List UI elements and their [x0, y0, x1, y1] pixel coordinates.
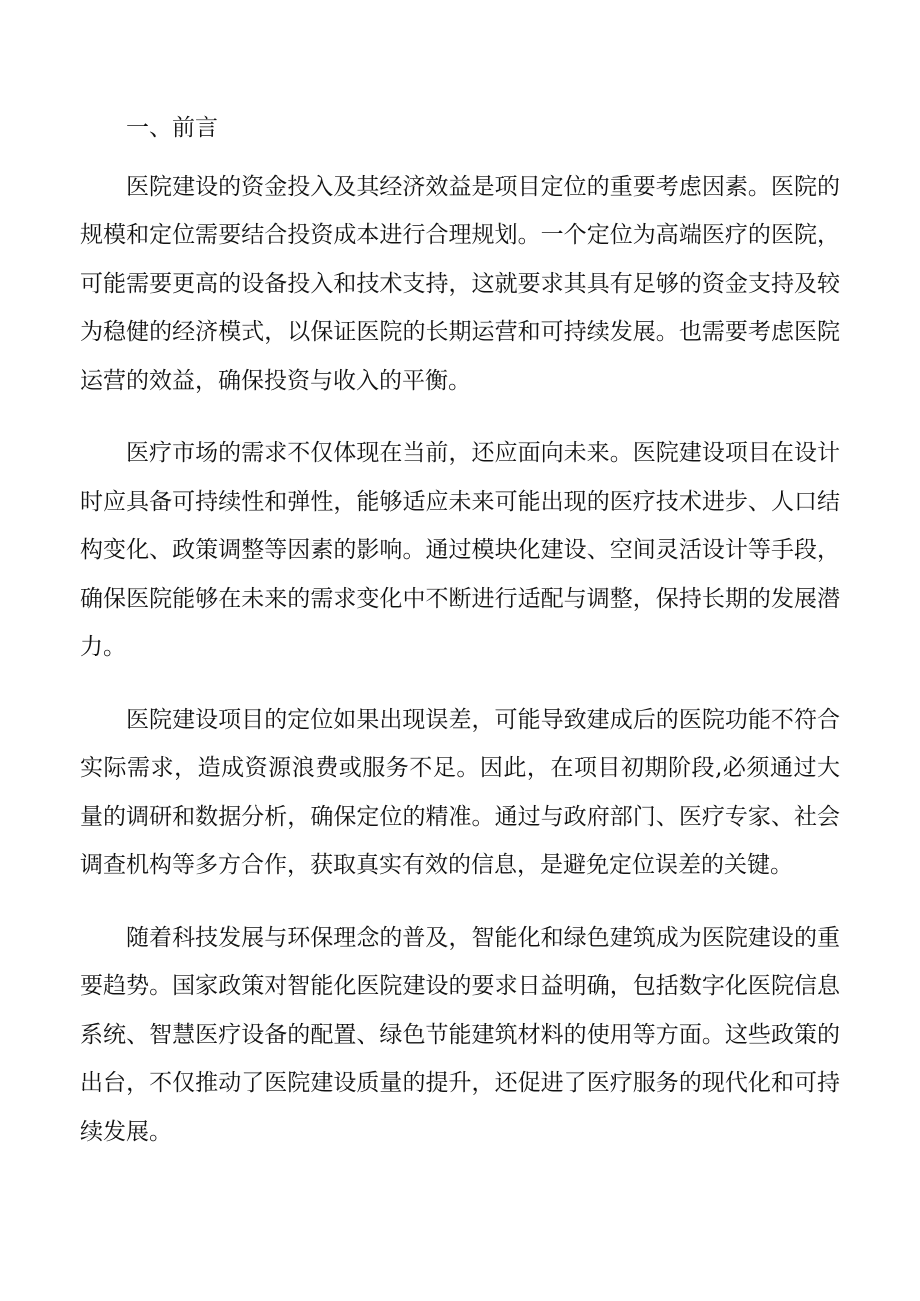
paragraph-smart-green: 随着科技发展与环保理念的普及，智能化和绿色建筑成为医院建设的重要趋势。国家政策对智能化医院建设的要求日益明确，包括数字化医院信息系统、智慧医疗设备的配置、绿色节能建筑材料的使用等方面。这些政策的出台，不仅推动了医院建设质量的提升，还促进了医疗服务的现代化和可持续发展。	[80, 924, 840, 1145]
paragraph-funding: 医院建设的资金投入及其经济效益是项目定位的重要考虑因素。医院的规模和定位需要结合投资成本进行合理规划。一个定位为高端医疗的医院，可能需要更高的设备投入和技术支持，这就要求其具有足够的资金支持及较为稳健的经济模式，以保证医院的长期运营和可持续发展。也需要考虑医院运营的效益，确保投资与收入的平衡。	[80, 173, 840, 394]
section-heading: 一、前言	[126, 115, 218, 141]
document-body	[80, 104, 840, 1156]
paragraph-future-demand: 医疗市场的需求不仅体现在当前，还应面向未来。医院建设项目在设计时应具备可持续性和弹性，能够适应未来可能出现的医疗技术进步、人口结构变化、政策调整等因素的影响。通过模块化建设、空间灵活设计等手段，确保医院能够在未来的需求变化中不断进行适配与调整，保持长期的发展潜力。	[80, 440, 840, 660]
paragraph-positioning-error: 医院建设项目的定位如果出现误差，可能导致建成后的医院功能不符合实际需求，造成资源浪费或服务不足。因此，在项目初期阶段,必须通过大量的调研和数据分析，确保定位的精准。通过与政府部门、医疗专家、社会调查机构等多方合作，获取真实有效的信息，是避免定位误差的关键。	[80, 706, 840, 878]
